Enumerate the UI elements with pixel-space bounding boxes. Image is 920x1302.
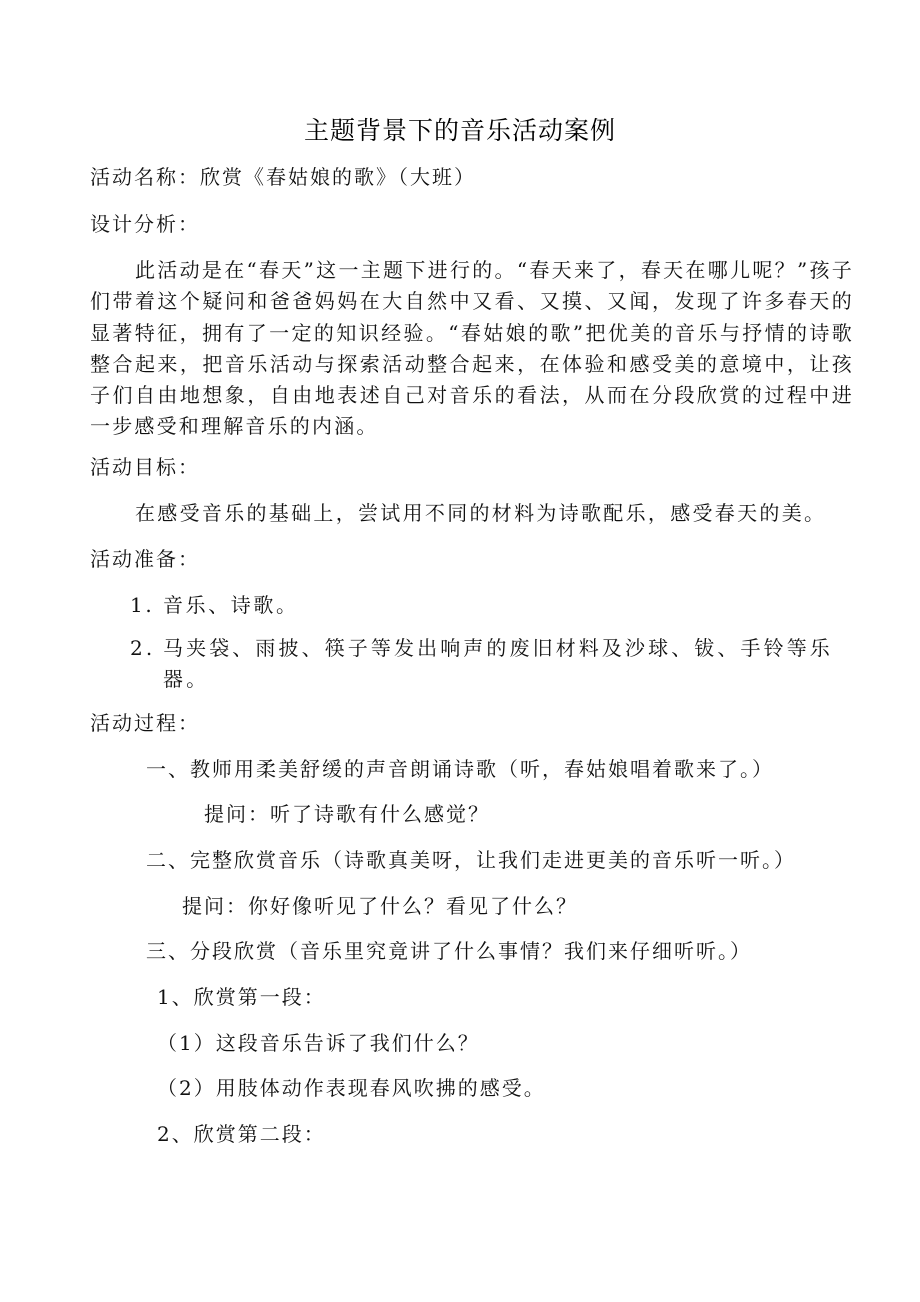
process-step-3: 三、分段欣赏（音乐里究竟讲了什么事情？我们来仔细听听。）	[146, 939, 752, 963]
process-step-2-question: 提问：你好像听见了什么？看见了什么？	[182, 894, 578, 918]
process-step-1: 一、教师用柔美舒缓的声音朗诵诗歌（听，春姑娘唱着歌来了。）	[146, 757, 774, 781]
design-paragraph: 此活动是在“春天”这一主题下进行的。“春天来了，春天在哪儿呢？”孩子们带着这个疑问和爸爸妈妈在大自然中又看、又摸、又闻，发现了许多春天的显著特征，拥有了一定的知识经验。“春姑娘的歌”把优美的音乐与抒情的诗歌整合起来，把音乐活动与探索活动整合起来，在体验和感受美的意境中，让孩子们自由地想象，自由地表述自己对音乐的看法，从而在分段欣赏的过程中进一步感受和理解音乐的内涵。	[90, 258, 854, 439]
process-sub-2: 2、欣赏第二段：	[157, 1122, 326, 1146]
page-title: 主题背景下的音乐活动案例	[303, 116, 616, 145]
list-item-text: 马夹袋、雨披、筷子等发出响声的废旧材料及沙球、钹、手铃等乐器。	[163, 636, 833, 691]
process-step-1-question: 提问：听了诗歌有什么感觉？	[204, 802, 490, 826]
goal-heading: 活动目标：	[90, 455, 200, 479]
process-sub-1-q1: （1）这段音乐告诉了我们什么？	[157, 1031, 480, 1055]
list-item-text: 音乐、诗歌。	[163, 593, 299, 617]
list-number: 2.	[130, 636, 156, 660]
design-heading: 设计分析：	[90, 212, 200, 236]
prep-heading: 活动准备：	[90, 547, 200, 571]
prep-item-2	[130, 633, 835, 695]
goal-text: 在感受音乐的基础上，尝试用不同的材料为诗歌配乐，感受春天的美。	[135, 501, 827, 525]
activity-name: 活动名称：欣赏《春姑娘的歌》（大班）	[90, 165, 476, 189]
list-number: 1.	[130, 593, 155, 617]
process-sub-1-q2: （2）用肢体动作表现春风吹拂的感受。	[157, 1076, 546, 1100]
process-heading: 活动过程：	[90, 711, 200, 735]
process-step-2: 二、完整欣赏音乐（诗歌真美呀，让我们走进更美的音乐听一听。）	[146, 848, 796, 872]
prep-item-1	[130, 590, 854, 621]
process-sub-1: 1、欣赏第一段：	[157, 985, 326, 1009]
